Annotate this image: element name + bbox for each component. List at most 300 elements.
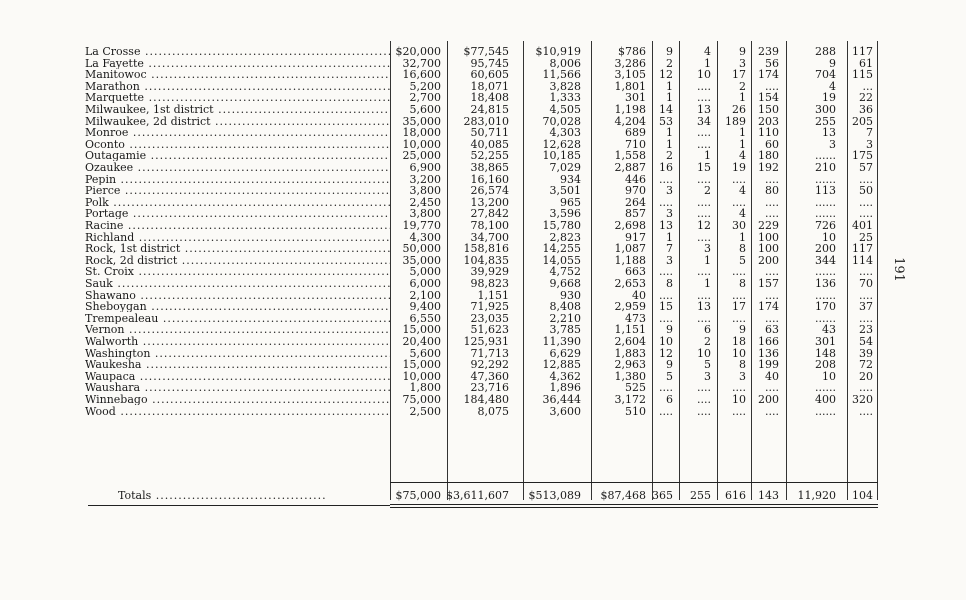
col-count-3: 19 (732, 161, 746, 174)
col-amount-2: 18,408 (470, 91, 509, 105)
col-amount-4: 917 (625, 230, 646, 244)
col-count-4: .... (765, 207, 779, 221)
col-count-4: 110 (758, 126, 779, 140)
col-count-2: 1 (704, 149, 711, 163)
col-count-4: 174 (758, 300, 779, 314)
col-count-5: 148 (815, 346, 836, 360)
col-count-4: .... (765, 265, 779, 279)
col-count-5: ...... (815, 265, 836, 279)
col-count-6: 72 (859, 358, 873, 372)
col-amount-1: 2,100 (409, 288, 441, 302)
col-amount-3: 1,896 (549, 381, 581, 395)
col-amount-1: 10,000 (402, 369, 441, 383)
column-rule (751, 41, 752, 500)
col-count-1: 1 (666, 79, 673, 93)
table-row (0, 185, 900, 196)
col-count-1: 8 (666, 277, 673, 290)
table-row (0, 92, 900, 103)
col-count-6: .... (859, 404, 873, 418)
col-amount-4: 3,172 (614, 393, 646, 406)
col-count-5: 288 (815, 45, 836, 58)
col-amount-3: 7,029 (549, 161, 581, 174)
col-count-3: .... (732, 195, 746, 209)
col-amount-4: 1,883 (614, 346, 646, 360)
table-row (0, 359, 900, 370)
col-amount-4: 264 (625, 195, 646, 209)
col-count-5: ...... (815, 207, 836, 221)
table-row (0, 116, 900, 127)
col-amount-1: 25,000 (402, 149, 441, 163)
col-amount-1: 35,000 (402, 114, 441, 128)
row-label: Racine ..... (85, 220, 390, 231)
col-amount-3: 965 (560, 195, 581, 209)
col-amount-1: 18,000 (402, 126, 441, 140)
col-count-6: 57 (859, 161, 873, 174)
col-count-1: 6 (666, 393, 673, 406)
col-amount-4: 857 (625, 207, 646, 221)
col-amount-1: 5,600 (409, 103, 441, 116)
col-amount-1: 20,400 (402, 335, 441, 348)
col-amount-3: 4,303 (549, 126, 581, 140)
col-amount-4: 2,959 (614, 300, 646, 314)
col-count-2: 5 (704, 358, 711, 372)
column-rule (847, 41, 848, 500)
row-label: St. Croix ..... (85, 266, 390, 277)
col-amount-3: 2,823 (549, 230, 581, 244)
row-label: Ozaukee ..... (85, 162, 390, 173)
col-count-1: 1 (666, 137, 673, 151)
row-label: Portage ..... (85, 208, 390, 219)
col-count-3: 17 (732, 68, 746, 82)
col-count-4: 200 (758, 253, 779, 267)
col-count-3: 189 (725, 114, 746, 128)
column-rule (652, 41, 653, 500)
col-count-3: 4 (739, 207, 746, 221)
col-count-4: 229 (758, 219, 779, 232)
col-count-4: 166 (758, 335, 779, 348)
col-count-2: 13 (697, 300, 711, 314)
col-count-1: 9 (666, 358, 673, 372)
row-label: Sheboygan ..... (85, 301, 390, 312)
col-count-5: 255 (815, 114, 836, 128)
col-count-4: 203 (758, 114, 779, 128)
col-count-6: 20 (859, 369, 873, 383)
col-amount-1: 5,200 (409, 79, 441, 93)
row-label: Winnebago ..... (85, 394, 390, 405)
col-count-4: .... (765, 381, 779, 395)
col-count-1: 15 (659, 300, 673, 314)
col-count-4: 192 (758, 161, 779, 174)
column-rule (390, 41, 391, 500)
col-amount-1: 2,450 (409, 195, 441, 209)
col-amount-2: 38,865 (470, 161, 509, 174)
col-count-5: 43 (822, 323, 836, 337)
row-label: Polk ..... (85, 197, 390, 208)
col-count-6: .... (859, 381, 873, 395)
col-count-6: 3 (866, 137, 873, 151)
col-count-6: 61 (859, 56, 873, 70)
col-amount-1: $75,000 (395, 489, 441, 502)
col-amount-3: 9,668 (549, 277, 581, 290)
col-amount-4: 1,558 (614, 149, 646, 163)
col-count-6: .... (859, 195, 873, 209)
col-amount-2: 78,100 (470, 219, 509, 232)
table-row (0, 69, 900, 80)
col-amount-1: 75,000 (402, 393, 441, 406)
col-count-3: 5 (739, 253, 746, 267)
row-label: Pierce ..... (85, 185, 390, 196)
table-row (0, 104, 900, 115)
col-count-1: .... (659, 311, 673, 325)
col-count-6: 175 (852, 149, 873, 163)
col-amount-2: 283,010 (463, 114, 509, 128)
col-count-4: 100 (758, 230, 779, 244)
col-amount-1: $20,000 (395, 45, 441, 58)
col-amount-2: 71,925 (470, 300, 509, 314)
col-count-5: 301 (815, 335, 836, 348)
col-count-5: 11,920 (797, 489, 836, 502)
col-count-2: 4 (704, 45, 711, 58)
col-amount-4: 2,604 (614, 335, 646, 348)
row-label: Marquette ..... (85, 92, 390, 103)
col-amount-3: 6,629 (549, 346, 581, 360)
col-count-2: 3 (704, 242, 711, 256)
col-count-1: .... (659, 265, 673, 279)
col-count-3: .... (732, 311, 746, 325)
table-row (0, 220, 900, 231)
col-count-6: 115 (852, 68, 873, 82)
col-amount-2: 23,716 (470, 381, 509, 395)
table-rule (390, 504, 878, 505)
col-amount-3: 930 (560, 288, 581, 302)
col-amount-2: 18,071 (470, 79, 509, 93)
col-amount-2: 98,823 (470, 277, 509, 290)
col-count-6: 25 (859, 230, 873, 244)
table-rule (390, 507, 878, 508)
row-label: Pepin ..... (85, 174, 390, 185)
col-count-6: 401 (852, 219, 873, 232)
col-count-1: .... (659, 172, 673, 186)
col-amount-4: 689 (625, 126, 646, 140)
col-count-5: 13 (822, 126, 836, 140)
col-count-5: 3 (829, 137, 836, 151)
col-count-1: 1 (666, 126, 673, 140)
row-label: Walworth ..... (85, 336, 390, 347)
col-amount-4: 1,198 (614, 103, 646, 116)
table-row (0, 81, 900, 92)
col-amount-4: 40 (632, 288, 646, 302)
col-count-3: 8 (739, 242, 746, 256)
col-count-5: 344 (815, 253, 836, 267)
col-amount-2: 23,035 (470, 311, 509, 325)
col-count-4: .... (765, 288, 779, 302)
row-label: Sauk ..... (85, 278, 390, 289)
col-amount-1: 2,700 (409, 91, 441, 105)
col-count-4: 143 (758, 489, 779, 502)
col-count-1: 2 (666, 56, 673, 70)
col-count-3: 18 (732, 335, 746, 348)
col-amount-3: 12,628 (542, 137, 581, 151)
col-count-5: 4 (829, 79, 836, 93)
col-count-4: 174 (758, 68, 779, 82)
col-count-6: 70 (859, 277, 873, 290)
col-amount-4: 1,801 (614, 79, 646, 93)
col-amount-3: 70,028 (542, 114, 581, 128)
col-amount-3: 3,596 (549, 207, 581, 221)
col-count-6: .... (859, 288, 873, 302)
row-label: Manitowoc ..... (85, 69, 390, 80)
page-number: 191 (890, 257, 906, 282)
col-count-4: 136 (758, 346, 779, 360)
col-count-5: 208 (815, 358, 836, 372)
col-count-3: 10 (732, 393, 746, 406)
row-label: Outagamie ..... (85, 150, 390, 161)
col-count-5: 10 (822, 369, 836, 383)
col-amount-3: 11,566 (542, 68, 581, 82)
col-amount-3: 36,444 (542, 393, 581, 406)
col-amount-1: 5,600 (409, 346, 441, 360)
table-row (0, 313, 900, 324)
col-count-2: 1 (704, 277, 711, 290)
col-count-3: 17 (732, 300, 746, 314)
table-row (0, 162, 900, 173)
col-amount-2: 34,700 (470, 230, 509, 244)
table-row (0, 290, 900, 301)
col-count-2: 1 (704, 253, 711, 267)
col-count-5: ...... (815, 149, 836, 163)
col-count-2: .... (697, 381, 711, 395)
table-rule (88, 505, 390, 506)
col-amount-2: 16,160 (470, 172, 509, 186)
table-row (0, 382, 900, 393)
row-label: Milwaukee, 1st district ..... (85, 104, 390, 115)
col-amount-4: 2,653 (614, 277, 646, 290)
col-amount-1: 2,500 (409, 404, 441, 418)
col-amount-2: 13,200 (470, 195, 509, 209)
col-count-5: 9 (829, 56, 836, 70)
col-count-6: 114 (852, 253, 873, 267)
col-count-3: 3 (739, 56, 746, 70)
col-count-1: .... (659, 404, 673, 418)
table-row (0, 324, 900, 335)
col-count-3: 8 (739, 277, 746, 290)
col-count-2: 2 (704, 335, 711, 348)
col-count-2: .... (697, 172, 711, 186)
col-count-5: 300 (815, 103, 836, 116)
col-count-5: 726 (815, 219, 836, 232)
col-count-4: 63 (765, 323, 779, 337)
col-count-1: 13 (659, 219, 673, 232)
col-count-5: ...... (815, 381, 836, 395)
col-amount-1: 6,550 (409, 311, 441, 325)
col-count-1: 14 (659, 103, 673, 116)
col-amount-1: 10,000 (402, 137, 441, 151)
col-count-3: 9 (739, 323, 746, 337)
col-count-1: 12 (659, 346, 673, 360)
col-count-6: 7 (866, 126, 873, 140)
row-label: Washington ..... (85, 348, 390, 359)
col-count-1: 12 (659, 68, 673, 82)
col-amount-3: 2,210 (549, 311, 581, 325)
col-amount-4: 446 (625, 172, 646, 186)
col-amount-2: 24,815 (470, 103, 509, 116)
col-count-2: .... (697, 265, 711, 279)
col-amount-2: 104,835 (463, 253, 509, 267)
col-count-4: .... (765, 195, 779, 209)
col-count-1: .... (659, 288, 673, 302)
col-amount-1: 50,000 (402, 242, 441, 256)
col-amount-1: 6,900 (409, 161, 441, 174)
col-count-5: 10 (822, 230, 836, 244)
col-count-2: 2 (704, 184, 711, 198)
col-count-2: 15 (697, 161, 711, 174)
col-count-2: 10 (697, 346, 711, 360)
table-row (0, 197, 900, 208)
col-count-3: 1 (739, 230, 746, 244)
col-amount-2: 71,713 (470, 346, 509, 360)
col-amount-2: 39,929 (470, 265, 509, 279)
col-amount-1: 6,000 (409, 277, 441, 290)
col-count-6: 205 (852, 114, 873, 128)
col-count-5: 19 (822, 91, 836, 105)
col-count-4: 100 (758, 242, 779, 256)
col-count-6: .... (859, 311, 873, 325)
col-amount-2: 92,292 (470, 358, 509, 372)
col-count-1: .... (659, 381, 673, 395)
row-label: Marathon ..... (85, 81, 390, 92)
col-count-3: 2 (739, 79, 746, 93)
col-count-5: ...... (815, 172, 836, 186)
col-count-4: .... (765, 404, 779, 418)
table-row (0, 174, 900, 185)
col-count-4: 200 (758, 393, 779, 406)
col-count-2: 1 (704, 56, 711, 70)
col-amount-1: 35,000 (402, 253, 441, 267)
col-amount-4: 301 (625, 91, 646, 105)
col-count-1: 1 (666, 91, 673, 105)
col-amount-2: 125,931 (463, 335, 509, 348)
col-amount-2: 1,151 (477, 288, 509, 302)
col-count-3: 30 (732, 219, 746, 232)
column-rule (523, 41, 524, 500)
row-label: Monroe ..... (85, 127, 390, 138)
col-count-6: 22 (859, 91, 873, 105)
table-row (0, 371, 900, 382)
col-count-5: 704 (815, 68, 836, 82)
col-count-5: 200 (815, 242, 836, 256)
col-count-4: 180 (758, 149, 779, 163)
col-count-1: 9 (666, 45, 673, 58)
col-count-3: .... (732, 172, 746, 186)
col-count-5: 136 (815, 277, 836, 290)
row-label: Vernon ..... (85, 324, 390, 335)
col-count-3: 26 (732, 103, 746, 116)
col-amount-3: 4,362 (549, 369, 581, 383)
col-count-1: 9 (666, 323, 673, 337)
col-count-3: .... (732, 381, 746, 395)
col-amount-4: 473 (625, 311, 646, 325)
col-amount-2: 8,075 (477, 404, 509, 418)
col-count-1: 10 (659, 335, 673, 348)
col-count-2: .... (697, 404, 711, 418)
col-amount-4: 2,698 (614, 219, 646, 232)
col-count-1: 16 (659, 161, 673, 174)
col-count-2: .... (697, 91, 711, 105)
col-count-4: 150 (758, 103, 779, 116)
col-amount-3: 11,390 (542, 335, 581, 348)
col-count-3: 1 (739, 91, 746, 105)
col-amount-2: 52,255 (470, 149, 509, 163)
col-amount-2: $3,611,607 (446, 489, 509, 502)
table-row (0, 394, 900, 405)
col-count-3: 1 (739, 126, 746, 140)
col-amount-4: 1,188 (614, 253, 646, 267)
col-count-2: 13 (697, 103, 711, 116)
col-amount-3: 14,255 (542, 242, 581, 256)
col-amount-1: 16,600 (402, 68, 441, 82)
row-label: Richland ..... (85, 232, 390, 243)
col-amount-4: 510 (625, 404, 646, 418)
col-count-1: 3 (666, 184, 673, 198)
col-count-3: 3 (739, 369, 746, 383)
col-amount-1: 4,300 (409, 230, 441, 244)
col-amount-2: 27,842 (470, 207, 509, 221)
col-count-4: .... (765, 311, 779, 325)
table-row (0, 208, 900, 219)
col-count-2: .... (697, 207, 711, 221)
col-amount-2: 26,574 (470, 184, 509, 198)
col-amount-4: 4,204 (614, 114, 646, 128)
col-count-2: 6 (704, 323, 711, 337)
col-count-6: 36 (859, 103, 873, 116)
row-label: La Crosse ..... (85, 46, 390, 57)
column-rule (447, 41, 448, 500)
table-row (0, 46, 900, 57)
row-label: Rock, 2d district ..... (85, 255, 390, 266)
col-amount-4: 710 (625, 137, 646, 151)
table-row (0, 58, 900, 69)
col-count-2: .... (697, 137, 711, 151)
col-count-1: 7 (666, 242, 673, 256)
col-amount-4: 3,105 (614, 68, 646, 82)
col-count-6: .... (859, 265, 873, 279)
col-count-3: 9 (739, 45, 746, 58)
col-amount-3: 3,828 (549, 79, 581, 93)
col-count-5: 113 (815, 184, 836, 198)
col-count-3: .... (732, 404, 746, 418)
col-count-6: ... (862, 79, 873, 93)
col-count-3: 1 (739, 137, 746, 151)
col-count-4: 80 (765, 184, 779, 198)
col-count-2: .... (697, 288, 711, 302)
row-label: Shawano ..... (85, 290, 390, 301)
col-amount-1: 15,000 (402, 358, 441, 372)
col-amount-4: $786 (618, 45, 646, 58)
col-amount-1: 1,800 (409, 381, 441, 395)
col-amount-3: 14,055 (542, 253, 581, 267)
col-amount-3: 3,600 (549, 404, 581, 418)
row-label: Milwaukee, 2d district ..... (85, 116, 390, 127)
col-count-3: 8 (739, 358, 746, 372)
col-count-5: 400 (815, 393, 836, 406)
col-amount-4: 2,963 (614, 358, 646, 372)
col-count-5: 210 (815, 161, 836, 174)
col-count-1: 3 (666, 207, 673, 221)
col-amount-2: 50,711 (470, 126, 509, 140)
col-count-5: ...... (815, 311, 836, 325)
col-amount-3: 15,780 (542, 219, 581, 232)
table-row (0, 278, 900, 289)
